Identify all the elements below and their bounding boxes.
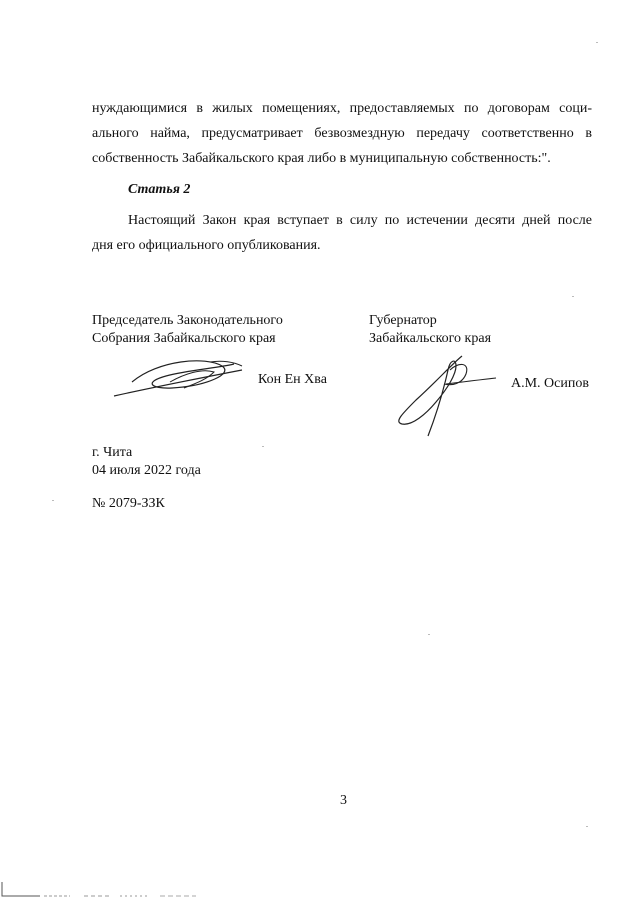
governor-name: А.М. Осипов [511, 376, 589, 391]
scan-speck [52, 500, 54, 501]
date: 04 июля 2022 года [92, 463, 201, 478]
chairman-name: Кон Ен Хва [258, 372, 327, 387]
chairman-title [92, 312, 283, 348]
chairman-title-line: Председатель Законодательного [92, 313, 283, 328]
scan-speck [262, 446, 264, 447]
place: г. Чита [92, 445, 133, 460]
article-body [92, 208, 592, 258]
governor-title-line: Забайкальского края [369, 331, 492, 346]
place-date [92, 444, 201, 480]
chairman-title-line: Собрания Забайкальского края [92, 331, 276, 346]
article-heading: Статья 2 [128, 182, 191, 197]
paragraph-continuation [92, 96, 592, 171]
text-line: ального найма, предусматривает безвозмездную передачу соответственно в [92, 126, 592, 141]
governor-signature [392, 352, 502, 444]
scan-speck [572, 296, 574, 297]
page-number: 3 [340, 793, 347, 808]
scan-speck [586, 826, 588, 827]
chairman-signature [110, 352, 250, 404]
text-line: нуждающимися в жилых помещениях, предоставляемых по договорам соци- [92, 101, 592, 116]
law-number: № 2079-ЗЗК [92, 496, 165, 511]
text-line: собственность Забайкальского края либо в муниципальную собственность:". [92, 151, 551, 166]
governor-title-line: Губернатор [369, 313, 437, 328]
governor-title [369, 312, 491, 348]
scan-speck [596, 42, 598, 43]
text-line: Настоящий Закон края вступает в силу по истечении десяти дней после [128, 213, 592, 228]
text-line: дня его официального опубликования. [92, 238, 321, 253]
scan-edge-artifact [0, 880, 230, 900]
scan-speck [428, 634, 430, 635]
